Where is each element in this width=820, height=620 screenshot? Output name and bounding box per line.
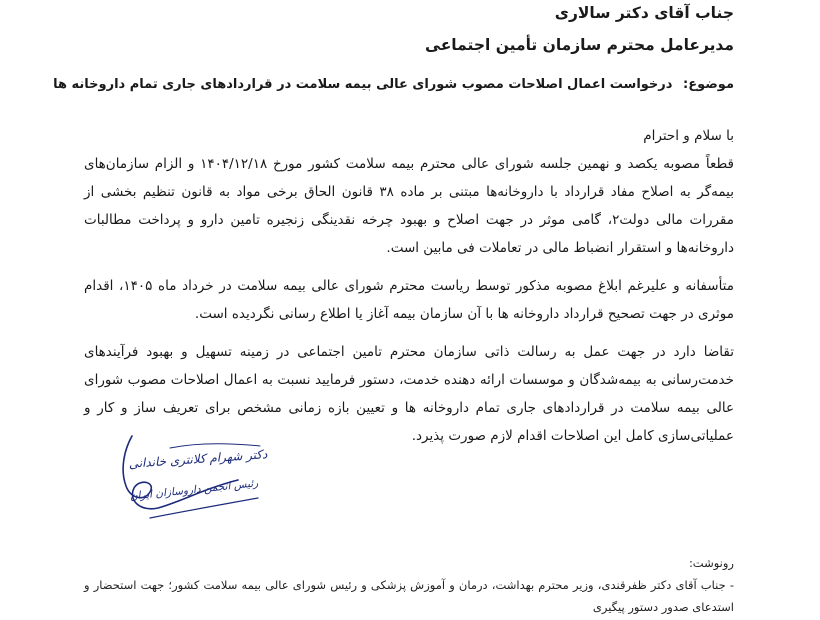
subject-label: موضوع: <box>683 77 734 92</box>
signature-name: دکتر شهرام کلانتری خاندانی <box>128 447 268 471</box>
recipient-title: مدیرعامل محترم سازمان تأمین اجتماعی <box>425 36 734 54</box>
signature-title: رئیس انجمن داروسازان ایران <box>129 477 259 503</box>
body-paragraph-1: قطعاً مصوبه یکصد و نهمین جلسه شورای عالی محترم بیمه سلامت کشور مورخ ۱۴۰۴/۱۲/۱۸ و الزام سازمان‌های بیمه‌گر به اصلاح مفاد قرارداد با داروخانه‌ها مبتنی بر ماده ۳۸ قانون الحاق برخی مواد به قانون تنظیم بخشی از مقررات مالی دولت۲، گامی موثر در جهت اصلاح و بهبود چرخه نقدینگی زنجیره تامین دارو و پرداخت مطالبات داروخانه‌ها و استقرار انضباط مالی در تعاملات فی مابین است. <box>84 156 734 256</box>
subject-text: درخواست اعمال اصلاحات مصوب شورای عالی بیمه سلامت در قراردادهای جاری تمام داروخانه ها <box>53 77 673 92</box>
recipient-name: جناب آقای دکتر سالاری <box>554 4 734 22</box>
greeting: با سلام و احترام <box>643 128 734 144</box>
cc-section <box>84 552 734 618</box>
signature <box>110 428 270 528</box>
body-paragraph-2: متأسفانه و علیرغم ابلاغ مصوبه مذکور توسط ریاست محترم شورای عالی بیمه سلامت در خرداد ماه ۱۴۰۵، اقدام موثری در جهت تصحیح قرارداد داروخانه ها با آن سازمان بیمه آغاز یا اطلاع رسانی نگردیده است. <box>84 278 734 322</box>
cc-label: رونوشت: <box>688 556 734 570</box>
subject-line <box>53 77 734 92</box>
body-paragraph-3: تقاضا دارد در جهت عمل به رسالت ذاتی سازمان محترم تامین اجتماعی در زمینه تسهیل و بهبود فرآیندهای خدمت‌رسانی به بیمه‌شدگان و موسسات ارائه دهنده خدمت، دستور فرمایید نسبت به اعمال اصلاحات مصوب شورای عالی بیمه سلامت در قراردادهای جاری تمام داروخانه ها و تعیین بازه زمانی مشخص برای تعریف ساز و کار و عملیاتی‌سازی کامل این اصلاحات اقدام لازم صورت پذیرد. <box>84 344 734 444</box>
cc-item: - جناب آقای دکتر ظفرقندی، وزیر محترم بهداشت، درمان و آموزش پزشکی و رئیس شورای عالی بیمه سلامت کشور؛ جهت استحضار و استدعای صدور دستور پیگیری <box>84 578 734 614</box>
